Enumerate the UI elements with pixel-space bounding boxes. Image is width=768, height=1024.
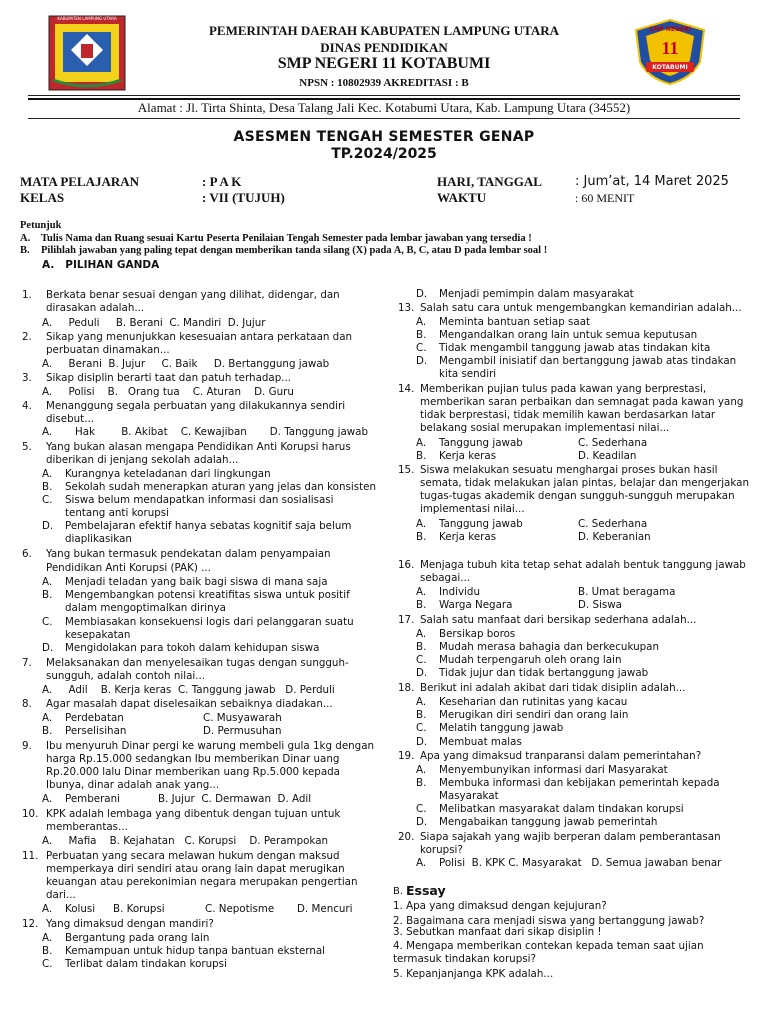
question-number: 10. (22, 808, 39, 820)
question-text-line: C. (42, 616, 53, 628)
question-text-line: C. (416, 654, 427, 666)
question-number: 17. (398, 614, 415, 626)
time-value: : 60 MENIT (575, 191, 635, 205)
question-text-line: diberikan di jenjang sekolah adalah... (46, 454, 239, 466)
question-text-line: B. (42, 589, 53, 601)
question-text-line: implementasi nilai... (420, 503, 525, 515)
question-text-line: Tidak jujur dan tidak bertanggung jawab (439, 667, 649, 679)
instruction-b-letter: B. (20, 245, 30, 256)
header-rule-bottom (28, 118, 740, 119)
question-text-line: B. (416, 641, 427, 653)
question-text-line: Mudah terpengaruh oleh orang lain (439, 654, 622, 666)
question-text-line: C. (42, 958, 53, 970)
question-text-line: D. Permusuhan (203, 725, 282, 737)
question-text-line: Menjaga tubuh kita tetap sehat adalah bentuk tanggung jawab (420, 559, 746, 571)
question-text-line: keuangan atau perekonimian negara merupakan pengertian (46, 876, 358, 888)
question-text-line: B. Umat beragama (578, 586, 676, 598)
question-text-line: Membuka informasi dan kebijakan pemerintah kepada (439, 777, 720, 789)
instruction-a: Tulis Nama dan Ruang sesuai Kartu Peserta Penilaian Tengah Semester pada lembar jawaban yang tersedia ! (41, 233, 532, 244)
question-text-line: diaplikasikan (65, 533, 132, 545)
question-text-line: Mengabaikan tanggung jawab pemerintah (439, 816, 658, 828)
question-text-line: Bergantung pada orang lain (65, 932, 210, 944)
question-text-line: sebagai... (420, 572, 471, 584)
question-text-line: Yang dimaksud dengan mandiri? (46, 918, 214, 930)
question-text-line: A. Peduli B. Berani C. Mandiri D. Jujur (42, 317, 266, 329)
question-number: 19. (398, 750, 415, 762)
question-text-line: Menjadi teladan yang baik bagi siswa di mana saja (65, 576, 328, 588)
question-text-line: dari... (46, 889, 76, 901)
question-number: 6. (22, 548, 32, 560)
question-text-line: memberikan saran perbaikan dan semnagat pada kawan yang (420, 396, 744, 408)
school-name: SMP NEGERI 11 KOTABUMI (277, 55, 491, 72)
question-text-line: A. (42, 903, 53, 915)
question-text-line: Mudah merasa bahagia dan berkecukupan (439, 641, 659, 653)
question-text-line: Tanggung jawab (439, 437, 523, 449)
question-text-line: B. (416, 531, 427, 543)
question-number: 7. (22, 657, 32, 669)
question-text-line: Mengandalkan orang lain untuk semua keputusan (439, 329, 698, 341)
question-text-line: Salah satu manfaat dari bersikap sederhana adalah... (420, 614, 697, 626)
question-number: 11. (22, 850, 39, 862)
question-text-line: 4. Mengapa memberikan contekan kepada teman saat ujian (393, 940, 704, 952)
question-text-line: tugas-tugas akademik dengan sungguh-sungguh merupakan (420, 490, 735, 502)
question-text-line: Berikut ini adalah akibat dari tidak disiplin adalah... (420, 682, 686, 694)
instructions-heading: Petunjuk (20, 220, 62, 231)
question-number: 2. (22, 331, 32, 343)
question-text-line: Mengidolakan para tokoh dalam kehidupan siswa (65, 642, 320, 654)
question-text-line: B. (416, 450, 427, 462)
question-text-line: Sikap yang menunjukkan kesesuaian antara perkataan dan (46, 331, 353, 343)
question-text-line: Rp.20.000 lalu Dinar memberikan uang Rp.5.000 kepada (46, 766, 340, 778)
right-logo-number: 11 (661, 38, 679, 58)
question-text-line: Melibatkan masyarakat dalam tindakan korupsi (439, 803, 684, 815)
question-text-line: Siswa melakukan sesuatu menghargai proses bukan hasil (420, 464, 718, 476)
question-number: 13. (398, 302, 415, 314)
question-text-line: Pembelajaran efektif hanya sebatas kognitif saja belum (65, 520, 352, 532)
question-text-line: A. (42, 793, 53, 805)
question-text-line: B. (416, 709, 427, 721)
question-text-line: C. Nepotisme (205, 903, 275, 915)
question-text-line: D. (416, 816, 428, 828)
time-label: WAKTU (437, 190, 487, 205)
question-text-line: Meminta bantuan setiap saat (439, 316, 591, 328)
question-text-line: B. (416, 329, 427, 341)
question-text-line: Masyarakat (439, 790, 499, 802)
question-number: 20. (398, 831, 415, 843)
question-text-line: Yang bukan termasuk pendekatan dalam penyampaian (46, 548, 331, 560)
question-text-line: A. Polisi B. Orang tua C. Aturan D. Guru (42, 386, 294, 398)
question-text-line: B. Korupsi (113, 903, 165, 915)
question-text-line: 1. Apa yang dimaksud dengan kejujuran? (393, 900, 607, 912)
question-text-line: termasuk tindakan korupsi? (393, 953, 536, 965)
right-logo-text-bottom: KOTABUMI (652, 64, 688, 71)
question-text-line: tidak berprestasi, tidak memilih kawan berdasarkan latar (420, 409, 716, 421)
question-text-line: 2. Bagaimana cara menjadi siswa yang bertanggung jawab? (393, 915, 705, 927)
question-text-line: C. Musyawarah (203, 712, 282, 724)
question-number: 15. (398, 464, 415, 476)
header-government: PEMERINTAH DAERAH KABUPATEN LAMPUNG UTARA (208, 23, 560, 38)
exam-title: ASESMEN TENGAH SEMESTER GENAP (233, 129, 535, 145)
question-text-line: C. Sederhana (578, 437, 648, 449)
question-text-line: Perdebatan (65, 712, 124, 724)
header-department: DINAS PENDIDIKAN (320, 40, 448, 55)
right-logo-text-top: SMP NEGERI (649, 26, 691, 33)
question-number: 5. (22, 441, 32, 453)
class-label: KELAS (20, 190, 65, 205)
question-number: 4. (22, 400, 32, 412)
question-text-line: dalam mengoptimalkan dirinya (65, 602, 226, 614)
class-value: : VII (TUJUH) (202, 190, 285, 205)
question-text-line: D. (416, 355, 428, 367)
question-text-line: A. (416, 857, 427, 869)
question-text-line: Pemberani (65, 793, 121, 805)
question-text-line: D. Keberanian (578, 531, 651, 543)
question-text-line: Terlibat dalam tindakan korupsi (65, 958, 227, 970)
question-text-line: Kerja keras (439, 531, 497, 543)
question-text-line: semata, tidak melakukan jalan pintas, belajar dan mengerjakan (420, 477, 749, 489)
question-text-line: D. (416, 288, 428, 300)
question-text-line: memperkaya diri sendiri atau orang lain dapat merugikan (46, 863, 345, 875)
school-address: Alamat : Jl. Tirta Shinta, Desa Talang Jali Kec. Kotabumi Utara, Kab. Lampung Utara (34552) (137, 100, 631, 115)
question-text-line: Membuat malas (439, 736, 522, 748)
left-logo-text: KABUPATEN LAMPUNG UTARA (57, 16, 117, 21)
question-text-line: A. (416, 628, 427, 640)
question-text-line: 5. Kepanjanjanga KPK adalah... (393, 968, 554, 980)
question-text-line: belakang sosial merupakan implementasi nilai... (420, 422, 670, 434)
question-text-line: B. (42, 725, 53, 737)
question-text-line: Mengembangkan potensi kreatifitas siswa untuk positif (65, 589, 350, 601)
question-text-line: A. (42, 932, 53, 944)
question-text-line: A. (42, 576, 53, 588)
question-text-line: C. (416, 722, 427, 734)
question-text-line: Keseharian dan rutinitas yang kacau (439, 696, 628, 708)
question-text-line: Melaksanakan dan menyelesaikan tugas dengan sungguh- (46, 657, 349, 669)
question-text-line: Sikap disiplin berarti taat dan patuh terhadap... (46, 372, 292, 384)
question-text-line: perbuatan dinamakan... (46, 344, 170, 356)
question-text-line: Pendidikan Anti Korupsi (PAK) ... (46, 562, 211, 574)
instruction-b: Pilihlah jawaban yang paling tepat dengan memberikan tanda silang (X) pada A, B, C, atau D pada lembar soal ! (41, 245, 548, 256)
question-text-line: A. (416, 696, 427, 708)
question-text-line: Bersikap boros (439, 628, 516, 640)
question-text-line: A. (42, 468, 53, 480)
question-text-line: D. (416, 736, 428, 748)
day-value: : Jum’at, 14 Maret 2025 (575, 174, 729, 189)
question-text-line: Kemampuan untuk hidup tanpa bantuan eksternal (65, 945, 326, 957)
question-text-line: B. (416, 599, 427, 611)
question-number: 14. (398, 383, 415, 395)
question-text-line: Ibu menyuruh Dinar pergi ke warung membeli gula 1kg dengan (46, 740, 375, 752)
question-text-line: A. (416, 586, 427, 598)
question-text-line: kesepakatan (65, 629, 131, 641)
section-multiple-choice: A. PILIHAN GANDA (42, 259, 160, 271)
question-text-line: D. (42, 642, 54, 654)
question-text-line: kita sendiri (439, 368, 497, 380)
question-text-line: Salah satu cara untuk mengembangkan kemandirian adalah... (420, 302, 742, 314)
question-text-line: A. (416, 316, 427, 328)
question-text-line: Berkata benar sesuai dengan yang dilihat, didengar, dan (46, 289, 340, 301)
question-text-line: B. (42, 945, 53, 957)
essay-heading: Essay (406, 883, 446, 898)
question-text-line: Kurangnya keteladanan dari lingkungan (65, 468, 271, 480)
question-text-line: Melatih tanggung jawab (439, 722, 564, 734)
question-text-line: D. Mencuri (297, 903, 353, 915)
exam-year: TP.2024/2025 (331, 146, 437, 162)
question-text-line: A. Mafia B. Kejahatan C. Korupsi D. Perampokan (42, 835, 329, 847)
question-text-line: Warga Negara (439, 599, 513, 611)
question-number: 12. (22, 918, 39, 930)
question-text-line: tentang anti korupsi (65, 507, 170, 519)
question-number: 18. (398, 682, 415, 694)
question-text-line: Siswa belum mendapatkan informasi dan sosialisasi (65, 494, 334, 506)
question-text-line: Ibunya, dinar adalah anak yang... (46, 779, 220, 791)
question-number: 1. (22, 289, 32, 301)
question-number: 3. (22, 372, 32, 384)
question-text-line: Membiasakan konsekuensi logis dari pelanggaran suatu (65, 616, 354, 628)
question-text-line: B. Jujur C. Dermawan D. Adil (158, 793, 312, 805)
question-text-line: Siapa sajakah yang wajib berperan dalam pemberantasan (420, 831, 721, 843)
question-number: 9. (22, 740, 32, 752)
question-text-line: Polisi B. KPK C. Masyarakat D. Semua jawaban benar (439, 857, 722, 869)
question-text-line: A. (416, 764, 427, 776)
question-text-line: A. Adil B. Kerja keras C. Tanggung jawab D. Perduli (42, 684, 335, 696)
question-text-line: A. (42, 712, 53, 724)
question-text-line: Tanggung jawab (439, 518, 523, 530)
question-text-line: C. Sederhana (578, 518, 648, 530)
question-text-line: Agar masalah dapat diselesaikan sebaiknya diadakan... (46, 698, 333, 710)
question-text-line: Kolusi (65, 903, 96, 915)
question-text-line: dirasakan adalah... (46, 302, 145, 314)
question-text-line: B. (416, 777, 427, 789)
question-text-line: B. (42, 481, 53, 493)
question-number: 8. (22, 698, 32, 710)
question-text-line: KPK adalah lembaga yang dibentuk dengan tujuan untuk (46, 808, 341, 820)
question-text-line: Tidak mengambil tanggung jawab atas tindakan kita (439, 342, 711, 354)
question-text-line: D. Keadilan (578, 450, 637, 462)
question-text-line: sungguh, adalah contoh nilai... (46, 670, 206, 682)
essay-letter: B. (393, 886, 404, 897)
header-rule-top (28, 95, 740, 96)
question-text-line: D. (416, 667, 428, 679)
question-text-line: 3. Sebutkan manfaat dari sikap disiplin ! (393, 926, 602, 938)
question-text-line: A. (416, 518, 427, 530)
question-text-line: korupsi? (420, 844, 463, 856)
question-text-line: D. (42, 520, 54, 532)
question-text-line: harga Rp.15.000 sedangkan Ibu memberikan Dinar uang (46, 753, 340, 765)
question-text-line: Memberikan pujian tulus pada kawan yang berprestasi, (420, 383, 707, 395)
question-text-line: disebut... (46, 413, 95, 425)
question-text-line: memberantas... (46, 821, 128, 833)
question-text-line: Perselisihan (65, 725, 127, 737)
question-text-line: Sekolah sudah menerapkan aturan yang jelas dan konsisten (65, 481, 376, 493)
question-text-line: D. Siswa (578, 599, 622, 611)
question-text-line: A. (416, 437, 427, 449)
npsn-accreditation: NPSN : 10802939 AKREDITASI : B (299, 77, 469, 89)
question-text-line: C. (42, 494, 53, 506)
subject-value: : P A K (202, 174, 242, 189)
question-number: 16. (398, 559, 415, 571)
question-text-line: C. (416, 803, 427, 815)
question-text-line: Individu (439, 586, 480, 598)
question-text-line: Mengambil inisiatif dan bertanggung jawab atas tindakan (439, 355, 737, 367)
question-text-line: A. Hak B. Akibat C. Kewajiban D. Tanggung jawab (42, 426, 369, 438)
question-text-line: Yang bukan alasan mengapa Pendidikan Anti Korupsi harus (46, 441, 351, 453)
question-text-line: Perbuatan yang secara melawan hukum dengan maksud (46, 850, 340, 862)
day-label: HARI, TANGGAL (437, 174, 542, 189)
question-text-line: Apa yang dimaksud tranparansi dalam pemerintahan? (420, 750, 702, 762)
subject-label: MATA PELAJARAN (20, 174, 140, 189)
question-text-line: A. Berani B. Jujur C. Baik D. Bertanggung jawab (42, 358, 330, 370)
instruction-a-letter: A. (20, 233, 31, 244)
question-text-line: Menanggung segala perbuatan yang dilakukannya sendiri (46, 400, 346, 412)
question-text-line: Menyembunyikan informasi dari Masyarakat (439, 764, 668, 776)
question-text-line: C. (416, 342, 427, 354)
question-text-line: Menjadi pemimpin dalam masyarakat (439, 288, 634, 300)
question-text-line: Merugikan diri sendiri dan orang lain (439, 709, 629, 721)
question-text-line: Kerja keras (439, 450, 497, 462)
